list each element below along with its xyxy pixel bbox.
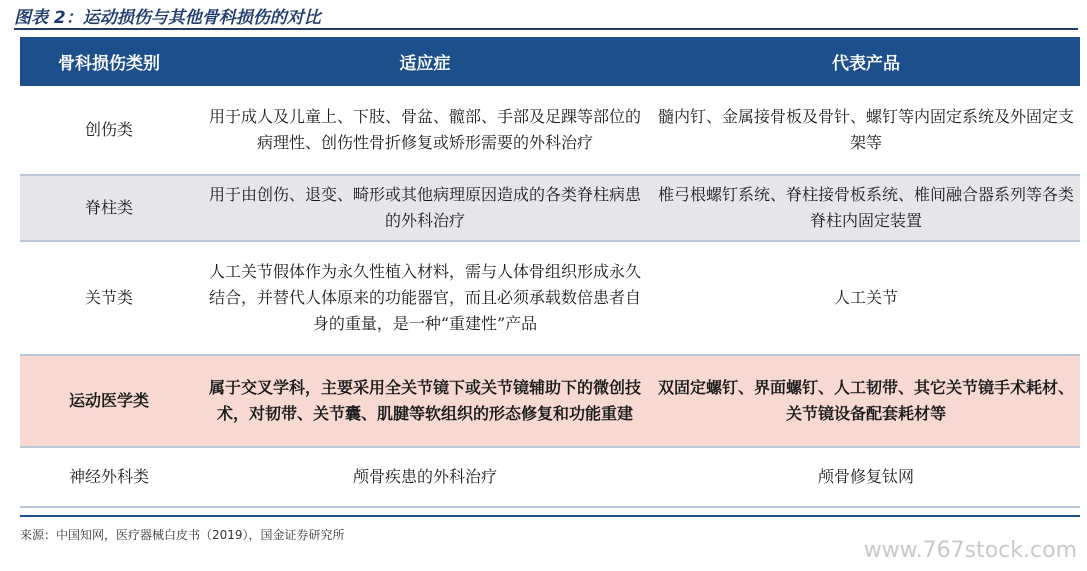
comparison-table [20, 37, 1080, 508]
category-cell: 创伤类 [20, 86, 198, 175]
table-row [20, 241, 1080, 355]
products-cell: 椎弓根螺钉系统、脊柱接骨板系统、椎间融合器系列等各类脊柱内固定装置 [652, 175, 1080, 241]
indication-cell: 人工关节假体作为永久性植入材料，需与人体骨组织形成永久结合，并替代人体原来的功能器官，而且必须承载数倍患者自身的重量，是一种“重建性”产品 [198, 241, 652, 355]
products-cell: 人工关节 [652, 241, 1080, 355]
figure-title: 图表 2：运动损伤与其他骨科损伤的对比 [14, 8, 321, 28]
header-products: 代表产品 [652, 37, 1080, 86]
table-header-row [20, 37, 1080, 86]
indication-cell: 用于成人及儿童上、下肢、骨盆、髋部、手部及足踝等部位的病理性、创伤性骨折修复或矫形需要的外科治疗 [198, 86, 652, 175]
table-row [20, 86, 1080, 175]
table-row-highlighted [20, 355, 1080, 447]
header-category: 骨科损伤类别 [20, 37, 198, 86]
products-cell: 双固定螺钉、界面螺钉、人工韧带、其它关节镜手术耗材、关节镜设备配套耗材等 [652, 355, 1080, 447]
category-cell: 脊柱类 [20, 175, 198, 241]
title-rule [14, 28, 1078, 30]
table-row [20, 175, 1080, 241]
products-cell: 髓内钉、金属接骨板及骨针、螺钉等内固定系统及外固定支架等 [652, 86, 1080, 175]
source-note: 来源：中国知网，医疗器械白皮书（2019），国金证券研究所 [20, 528, 345, 542]
table-row [20, 447, 1080, 507]
category-cell: 关节类 [20, 241, 198, 355]
bottom-rule [20, 515, 1080, 517]
category-cell: 神经外科类 [20, 447, 198, 507]
header-indication: 适应症 [198, 37, 652, 86]
title-bar [0, 0, 1087, 36]
indication-cell: 属于交叉学科，主要采用全关节镜下或关节镜辅助下的微创技术，对韧带、关节囊、肌腱等软组织的形态修复和功能重建 [198, 355, 652, 447]
category-cell: 运动医学类 [20, 355, 198, 447]
indication-cell: 颅骨疾患的外科治疗 [198, 447, 652, 507]
indication-cell: 用于由创伤、退变、畸形或其他病理原因造成的各类脊柱病患的外科治疗 [198, 175, 652, 241]
watermark: www.767stock.com [863, 538, 1077, 563]
products-cell: 颅骨修复钛网 [652, 447, 1080, 507]
